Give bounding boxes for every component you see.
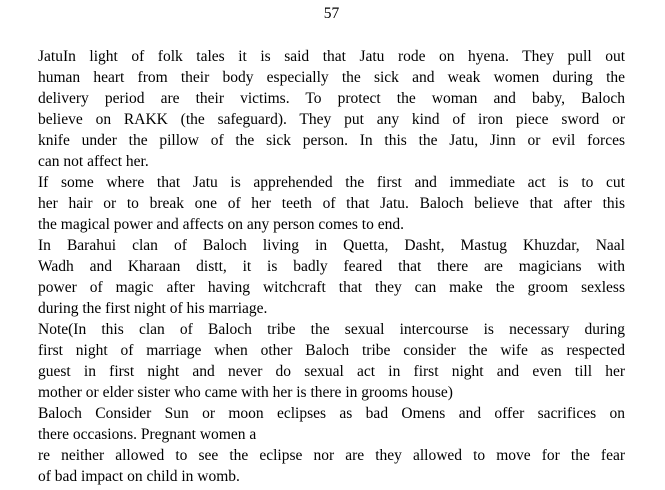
text-line: Baloch Consider Sun or moon eclipses as bad Omens and offer sacrifices on	[38, 405, 625, 422]
paragraph-3	[38, 235, 625, 319]
text-line: there occasions. Pregnant women a	[38, 426, 257, 443]
text-line: If some where that Jatu is apprehended the first and immediate act is to cut	[38, 174, 625, 191]
text-line: delivery period are their victims. To protect the woman and baby, Baloch	[38, 90, 625, 107]
paragraph-5	[38, 403, 625, 445]
text-line: during the first night of his marriage.	[38, 300, 268, 317]
paragraph-2	[38, 172, 625, 235]
text-line: Note(In this clan of Baloch tribe the sexual intercourse is necessary during	[38, 321, 625, 338]
text-line: In Barahui clan of Baloch living in Quetta, Dasht, Mastug Khuzdar, Naal	[38, 237, 625, 254]
text-line: human heart from their body especially the sick and weak women during the	[38, 69, 625, 86]
paragraph-1	[38, 46, 625, 172]
text-line: guest in first night and never do sexual act in first night and even till her	[38, 363, 625, 380]
paragraph-6	[38, 445, 625, 487]
text-line: of bad impact on child in womb.	[38, 468, 240, 485]
text-line: JatuIn light of folk tales it is said that Jatu rode on hyena. They pull out	[38, 48, 625, 65]
text-line: Wadh and Kharaan distt, it is badly feared that there are magicians with	[38, 258, 625, 275]
text-line: believe on RAKK (the safeguard). They put any kind of iron piece sword or	[38, 111, 625, 128]
text-line: can not affect her.	[38, 153, 149, 170]
text-line: the magical power and affects on any person comes to end.	[38, 216, 404, 233]
text-line: her hair or to break one of her teeth of that Jatu. Baloch believe that after this	[38, 195, 625, 212]
text-line: knife under the pillow of the sick person. In this the Jatu, Jinn or evil forces	[38, 132, 625, 149]
text-line: first night of marriage when other Baloch tribe consider the wife as respected	[38, 342, 625, 359]
text-line: power of magic after having witchcraft that they can make the groom sexless	[38, 279, 625, 296]
text-line: re neither allowed to see the eclipse nor are they allowed to move for the fear	[38, 447, 625, 464]
text-line: mother or elder sister who came with her is there in grooms house)	[38, 384, 453, 401]
page-body-text	[38, 46, 625, 487]
paragraph-4	[38, 319, 625, 403]
page-number: 57	[323, 5, 340, 22]
